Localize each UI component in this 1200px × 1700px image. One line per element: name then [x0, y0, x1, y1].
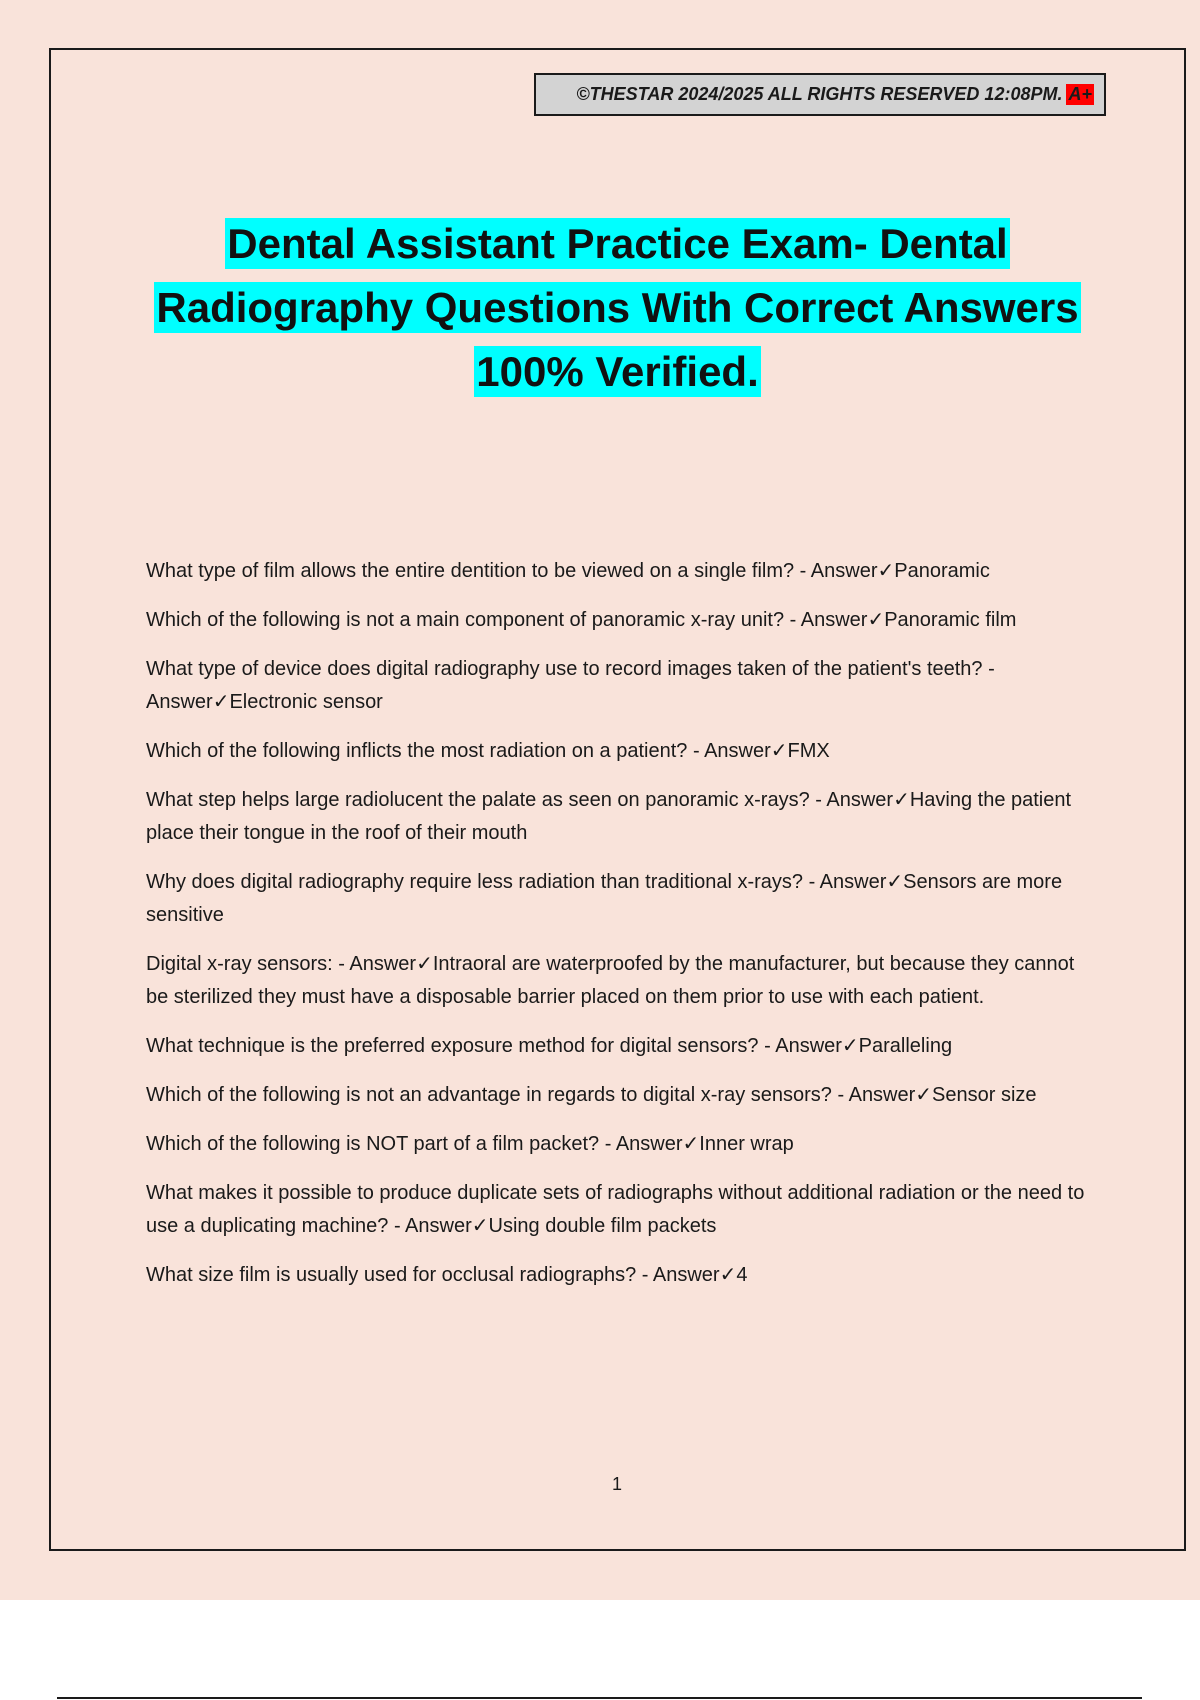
qa-item: What size film is usually used for occlusal radiographs? - Answer✓4 — [146, 1264, 748, 1286]
qa-item: Which of the following is not an advantage in regards to digital x-ray sensors? - Answer✓Sensor size — [146, 1084, 1037, 1106]
qa-item: What type of device does digital radiography use to record images taken of the patient's teeth? - Answer✓Electronic sensor — [146, 658, 995, 713]
document-title — [100, 212, 1135, 404]
qa-item: Which of the following is not a main component of panoramic x-ray unit? - Answer✓Panoramic film — [146, 609, 1017, 631]
question-answer-list — [146, 555, 1096, 1308]
qa-item: Which of the following is NOT part of a film packet? - Answer✓Inner wrap — [146, 1133, 794, 1155]
page-number: 1 — [611, 1474, 622, 1494]
qa-item: What makes it possible to produce duplicate sets of radiographs without additional radiation or the need to use a duplicating machine? - Answer✓Using double film packets — [146, 1182, 1085, 1237]
next-page-divider — [57, 1697, 1142, 1699]
title-line-1: Dental Assistant Practice Exam- Dental — [227, 220, 1008, 267]
qa-item: Which of the following inflicts the most radiation on a patient? - Answer✓FMX — [146, 740, 830, 762]
qa-item: What type of film allows the entire dentition to be viewed on a single film? - Answer✓Panoramic — [146, 560, 990, 582]
qa-item: What technique is the preferred exposure method for digital sensors? - Answer✓Paralleling — [146, 1035, 953, 1057]
copyright-text: ©THESTAR 2024/2025 ALL RIGHTS RESERVED 12:08PM. — [576, 84, 1063, 104]
title-line-3: 100% Verified. — [476, 348, 759, 395]
qa-item: What step helps large radiolucent the palate as seen on panoramic x-rays? - Answer✓Having the patient place their tongue in the roof of their mouth — [146, 789, 1072, 844]
grade-badge: A+ — [1068, 84, 1092, 104]
qa-item: Digital x-ray sensors: - Answer✓Intraoral are waterproofed by the manufacturer, but because they cannot be sterilized they must have a disposable barrier placed on them prior to use with each patient. — [146, 953, 1075, 1008]
title-line-2: Radiography Questions With Correct Answers — [156, 284, 1079, 331]
copyright-header — [534, 73, 1106, 116]
qa-item: Why does digital radiography require less radiation than traditional x-rays? - Answer✓Sensors are more sensitive — [146, 871, 1063, 926]
